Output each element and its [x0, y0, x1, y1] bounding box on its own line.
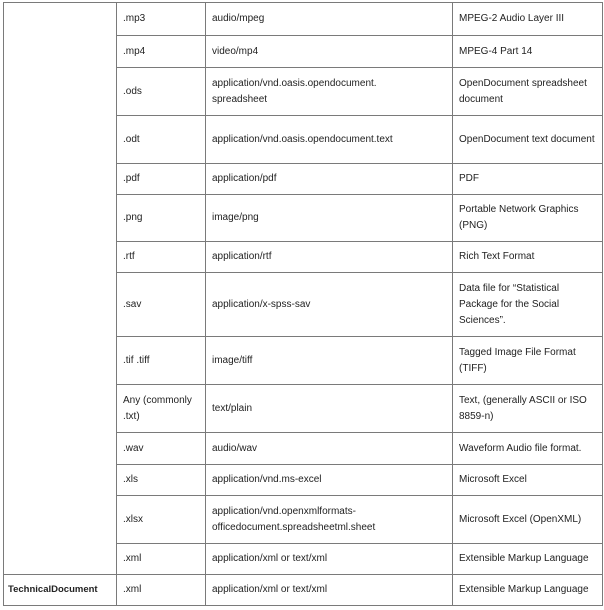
- description-cell: Microsoft Excel (OpenXML): [453, 496, 603, 544]
- description-cell: Data file for “Statistical Package for the Social Sciences”.: [453, 273, 603, 337]
- description-cell: Extensible Markup Language: [453, 544, 603, 575]
- mime-type-cell: application/xml or text/xml: [206, 575, 453, 606]
- mime-type-cell: audio/wav: [206, 433, 453, 465]
- extension-cell: Any (commonly .txt): [117, 385, 206, 433]
- mime-type-cell: video/mp4: [206, 36, 453, 68]
- description-cell: OpenDocument spreadsheet document: [453, 68, 603, 116]
- extension-cell: .pdf: [117, 164, 206, 195]
- description-cell: Microsoft Excel: [453, 465, 603, 496]
- extension-cell: .mp4: [117, 36, 206, 68]
- description-cell: PDF: [453, 164, 603, 195]
- extension-cell: .odt: [117, 116, 206, 164]
- mime-type-cell: image/png: [206, 195, 453, 242]
- description-cell: Text, (generally ASCII or ISO 8859-n): [453, 385, 603, 433]
- mime-type-cell: application/vnd.ms-excel: [206, 465, 453, 496]
- category-cell-empty: [4, 3, 117, 575]
- mime-type-cell: audio/mpeg: [206, 3, 453, 36]
- extension-cell: .mp3: [117, 3, 206, 36]
- description-cell: OpenDocument text document: [453, 116, 603, 164]
- extension-cell: .wav: [117, 433, 206, 465]
- mime-type-cell: application/vnd.openxmlformats- officedocument.spreadsheetml.sheet: [206, 496, 453, 544]
- description-cell: MPEG-4 Part 14: [453, 36, 603, 68]
- description-cell: MPEG-2 Audio Layer III: [453, 3, 603, 36]
- mime-type-cell: application/x-spss-sav: [206, 273, 453, 337]
- category-cell: TechnicalDocument: [4, 575, 117, 606]
- extension-cell: .png: [117, 195, 206, 242]
- extension-cell: .tif .tiff: [117, 337, 206, 385]
- table-row-technical-document: [4, 575, 603, 606]
- description-cell: Portable Network Graphics (PNG): [453, 195, 603, 242]
- mime-type-cell: application/vnd.oasis.opendocument.text: [206, 116, 453, 164]
- extension-cell: .xlsx: [117, 496, 206, 544]
- description-cell: Rich Text Format: [453, 242, 603, 273]
- table-row: [4, 3, 603, 36]
- mime-type-cell: image/tiff: [206, 337, 453, 385]
- mime-type-cell: application/rtf: [206, 242, 453, 273]
- mime-type-cell: application/xml or text/xml: [206, 544, 453, 575]
- extension-cell: .rtf: [117, 242, 206, 273]
- description-cell: Waveform Audio file format.: [453, 433, 603, 465]
- mime-type-cell: text/plain: [206, 385, 453, 433]
- description-cell: Extensible Markup Language: [453, 575, 603, 606]
- mime-type-cell: application/pdf: [206, 164, 453, 195]
- mime-type-cell: application/vnd.oasis.opendocument. spreadsheet: [206, 68, 453, 116]
- extension-cell: .xml: [117, 575, 206, 606]
- extension-cell: .xls: [117, 465, 206, 496]
- extension-cell: .xml: [117, 544, 206, 575]
- extension-cell: .sav: [117, 273, 206, 337]
- extension-cell: .ods: [117, 68, 206, 116]
- description-cell: Tagged Image File Format (TIFF): [453, 337, 603, 385]
- mime-type-table: [3, 2, 603, 606]
